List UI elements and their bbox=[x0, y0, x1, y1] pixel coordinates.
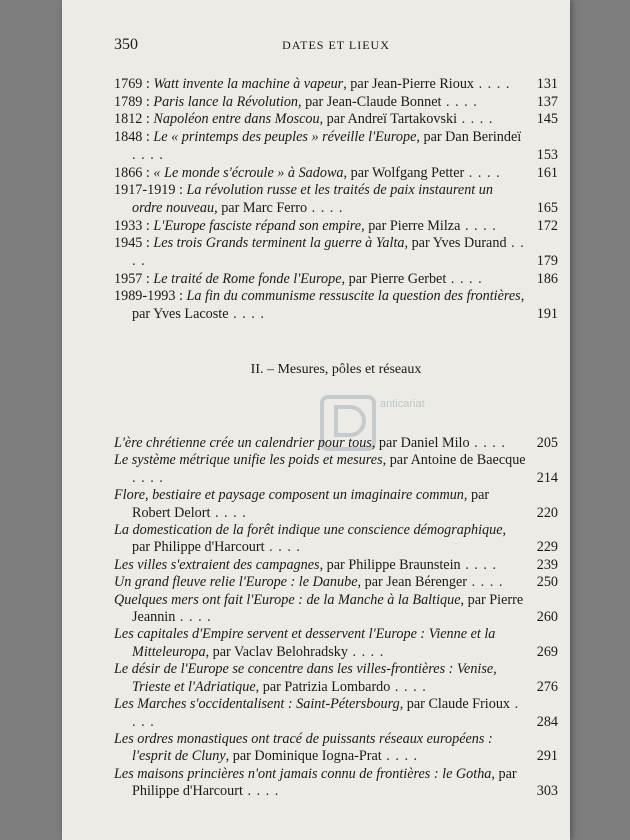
entry-title: « Le monde s'écroule » à Sadowa bbox=[153, 164, 344, 181]
entry-author: , par Philippe d'Harcourt bbox=[132, 765, 517, 800]
entry-title: L'ère chrétienne crée un calendrier pour tous bbox=[114, 435, 372, 451]
entry-author: , par Robert Delort bbox=[132, 487, 490, 521]
entry-author: , par Jean-Pierre Rioux bbox=[343, 76, 475, 92]
toc-entry bbox=[114, 165, 558, 183]
entry-page-number: 131 bbox=[536, 76, 558, 92]
toc-entry bbox=[114, 452, 558, 487]
toc-entry bbox=[114, 435, 558, 452]
entry-title: Le système métrique unifie les poids et mesures bbox=[114, 452, 383, 469]
toc-entry bbox=[114, 129, 558, 164]
entry-title: Flore, bestiaire et paysage composent un imaginaire commun bbox=[114, 487, 464, 504]
entry-page-number: 165 bbox=[536, 199, 558, 216]
section-mesures bbox=[114, 435, 558, 801]
dot-leaders: . . . . bbox=[132, 696, 520, 730]
dot-leaders: . . . . bbox=[469, 435, 506, 451]
dot-leaders: . . . . bbox=[446, 270, 483, 287]
section-dates bbox=[114, 76, 558, 324]
entry-date: 1917-1919 : bbox=[114, 182, 187, 199]
book-page bbox=[62, 0, 570, 840]
section-heading: II. – Mesures, pôles et réseaux bbox=[250, 362, 422, 377]
entry-page-number: 214 bbox=[536, 469, 558, 486]
dot-leaders: . . . . bbox=[381, 748, 419, 765]
entry-author: , par Dominique Iogna-Prat bbox=[225, 748, 382, 765]
toc-entry bbox=[114, 218, 558, 236]
entry-author: , par Philippe d'Harcourt bbox=[132, 522, 507, 556]
toc-entry bbox=[114, 235, 558, 270]
entry-title: Un grand fleuve relie l'Europe : le Danube bbox=[114, 574, 358, 591]
dot-leaders: . . . . bbox=[460, 217, 497, 234]
entry-title: Napoléon entre dans Moscou bbox=[153, 111, 320, 128]
toc-entry bbox=[114, 76, 558, 94]
toc-entry bbox=[114, 94, 558, 112]
entry-title: La domestication de la forêt indique une conscience démographique bbox=[114, 522, 503, 539]
dot-leaders: . . . . bbox=[467, 574, 504, 591]
entry-page-number: 153 bbox=[536, 146, 558, 163]
entry-page-number: 260 bbox=[536, 609, 558, 626]
toc-entry bbox=[114, 731, 558, 766]
entry-page-number: 220 bbox=[536, 504, 558, 521]
dot-leaders: . . . . bbox=[132, 469, 164, 486]
entry-date: 1812 : bbox=[114, 111, 154, 128]
dot-leaders: . . . . bbox=[441, 93, 478, 110]
entry-page-number: 276 bbox=[536, 678, 558, 695]
entry-title: Le désir de l'Europe se concentre dans les villes-frontières : Venise, Trieste et l'Adriatique bbox=[114, 661, 497, 695]
toc-entry bbox=[114, 574, 558, 591]
dot-leaders: . . . . bbox=[132, 235, 525, 270]
entry-page-number: 291 bbox=[536, 748, 558, 765]
entry-page-number: 186 bbox=[536, 270, 558, 287]
entry-title: Les Marches s'occidentalisent : Saint-Pétersbourg bbox=[114, 696, 400, 713]
entry-title: La fin du communisme ressuscite la question des frontières bbox=[186, 288, 521, 305]
entry-page-number: 239 bbox=[536, 556, 558, 573]
toc-entry bbox=[114, 182, 558, 217]
entry-title: Les maisons princières n'ont jamais connu de frontières : le Gotha bbox=[114, 765, 492, 782]
entry-title: La révolution russe et les traités de paix instaurent un ordre nouveau bbox=[132, 182, 493, 216]
entry-author: , par Daniel Milo bbox=[371, 435, 470, 451]
entry-title: Paris lance la Révolution bbox=[153, 93, 299, 110]
dot-leaders: . . . . bbox=[307, 199, 344, 216]
entry-page-number: 191 bbox=[536, 306, 558, 323]
entry-page-number: 284 bbox=[536, 713, 558, 730]
page-number: 350 bbox=[114, 36, 138, 53]
page-header bbox=[114, 36, 558, 58]
entry-title: Les villes s'extraient des campagnes bbox=[114, 556, 320, 573]
dot-leaders: . . . . bbox=[460, 556, 498, 573]
entry-page-number: 229 bbox=[536, 539, 558, 556]
dot-leaders: . . . . bbox=[175, 609, 212, 626]
toc-entry bbox=[114, 696, 558, 731]
toc-entry bbox=[114, 661, 558, 696]
entry-date: 1933 : bbox=[114, 217, 154, 234]
entry-author: , par Patrizia Lombardo bbox=[255, 678, 391, 695]
dot-leaders: . . . . bbox=[347, 643, 385, 660]
toc-entry bbox=[114, 766, 558, 801]
entry-author: , par Yves Durand bbox=[404, 235, 507, 252]
entry-date: 1866 : bbox=[114, 164, 154, 181]
toc-entry bbox=[114, 522, 558, 557]
toc-entry bbox=[114, 626, 558, 661]
entry-date: 1989-1993 : bbox=[114, 288, 187, 305]
entry-author: , par Jean-Claude Bonnet bbox=[298, 93, 442, 110]
entry-date: 1945 : bbox=[114, 235, 154, 252]
toc-entry bbox=[114, 557, 558, 574]
entry-date: 1789 : bbox=[114, 93, 154, 110]
entry-page-number: 161 bbox=[536, 164, 558, 181]
entry-title: Quelques mers ont fait l'Europe : de la Manche à la Baltique bbox=[114, 591, 461, 608]
entry-page-number: 137 bbox=[536, 93, 558, 110]
entry-author: , par Jean Bérenger bbox=[357, 574, 468, 591]
toc-entry bbox=[114, 271, 558, 289]
entry-page-number: 205 bbox=[536, 435, 558, 451]
entry-title: Les trois Grands terminent la guerre à Yalta bbox=[153, 235, 405, 252]
entry-author: , par Yves Lacoste bbox=[132, 288, 525, 323]
dot-leaders: . . . . bbox=[464, 164, 501, 181]
entry-page-number: 179 bbox=[536, 253, 558, 270]
entry-author: , par Pierre Gerbet bbox=[341, 270, 447, 287]
entry-author: , par Pierre Jeannin bbox=[132, 591, 524, 626]
entry-date: 1848 : bbox=[114, 129, 154, 146]
entry-page-number: 303 bbox=[536, 783, 558, 800]
toc-entry bbox=[114, 111, 558, 129]
entry-author: , par Pierre Milza bbox=[361, 217, 461, 234]
entry-page-number: 250 bbox=[536, 574, 558, 591]
running-head: DATES ET LIEUX bbox=[282, 38, 390, 52]
entry-author: , par Wolfgang Petter bbox=[343, 164, 465, 181]
entry-author: , par Dan Berindeï bbox=[416, 129, 522, 146]
dot-leaders: . . . . bbox=[132, 146, 164, 163]
dot-leaders: . . . . bbox=[264, 539, 301, 556]
watermark-text: anticariat bbox=[380, 398, 425, 410]
entry-page-number: 145 bbox=[536, 111, 558, 128]
entry-author: , par Vaclav Belohradsky bbox=[205, 643, 348, 660]
entry-date: 1769 : bbox=[114, 76, 154, 92]
entry-author: , par Philippe Braunstein bbox=[319, 556, 461, 573]
dot-leaders: . . . . bbox=[242, 783, 280, 800]
entry-page-number: 172 bbox=[536, 217, 558, 234]
toc-entry bbox=[114, 288, 558, 323]
entry-title: Les capitales d'Empire servent et desservent l'Europe : Vienne et la Mitteleuropa bbox=[114, 626, 496, 660]
toc-entry bbox=[114, 592, 558, 627]
dot-leaders: . . . . bbox=[210, 504, 247, 521]
dot-leaders: . . . . bbox=[474, 76, 511, 92]
toc-entry bbox=[114, 487, 558, 522]
entry-title: L'Europe fasciste répand son empire bbox=[153, 217, 362, 234]
entry-author: , par Marc Ferro bbox=[214, 199, 308, 216]
dot-leaders: . . . . bbox=[228, 306, 265, 323]
entry-title: Le traité de Rome fonde l'Europe bbox=[153, 270, 342, 287]
entry-title: Watt invente la machine à vapeur bbox=[153, 76, 344, 92]
entry-author: , par Claude Frioux bbox=[399, 696, 511, 713]
dot-leaders: . . . . bbox=[390, 678, 427, 695]
entry-title: Le « printemps des peuples » réveille l'Europe bbox=[153, 129, 417, 146]
dot-leaders: . . . . bbox=[457, 111, 494, 128]
entry-date: 1957 : bbox=[114, 270, 154, 287]
entry-author: , par Andreï Tartakovski bbox=[319, 111, 458, 128]
entry-title: Les ordres monastiques ont tracé de puissants réseaux européens : l'esprit de Cluny bbox=[114, 730, 493, 765]
entry-page-number: 269 bbox=[536, 643, 558, 660]
entry-author: , par Antoine de Baecque bbox=[382, 452, 526, 469]
